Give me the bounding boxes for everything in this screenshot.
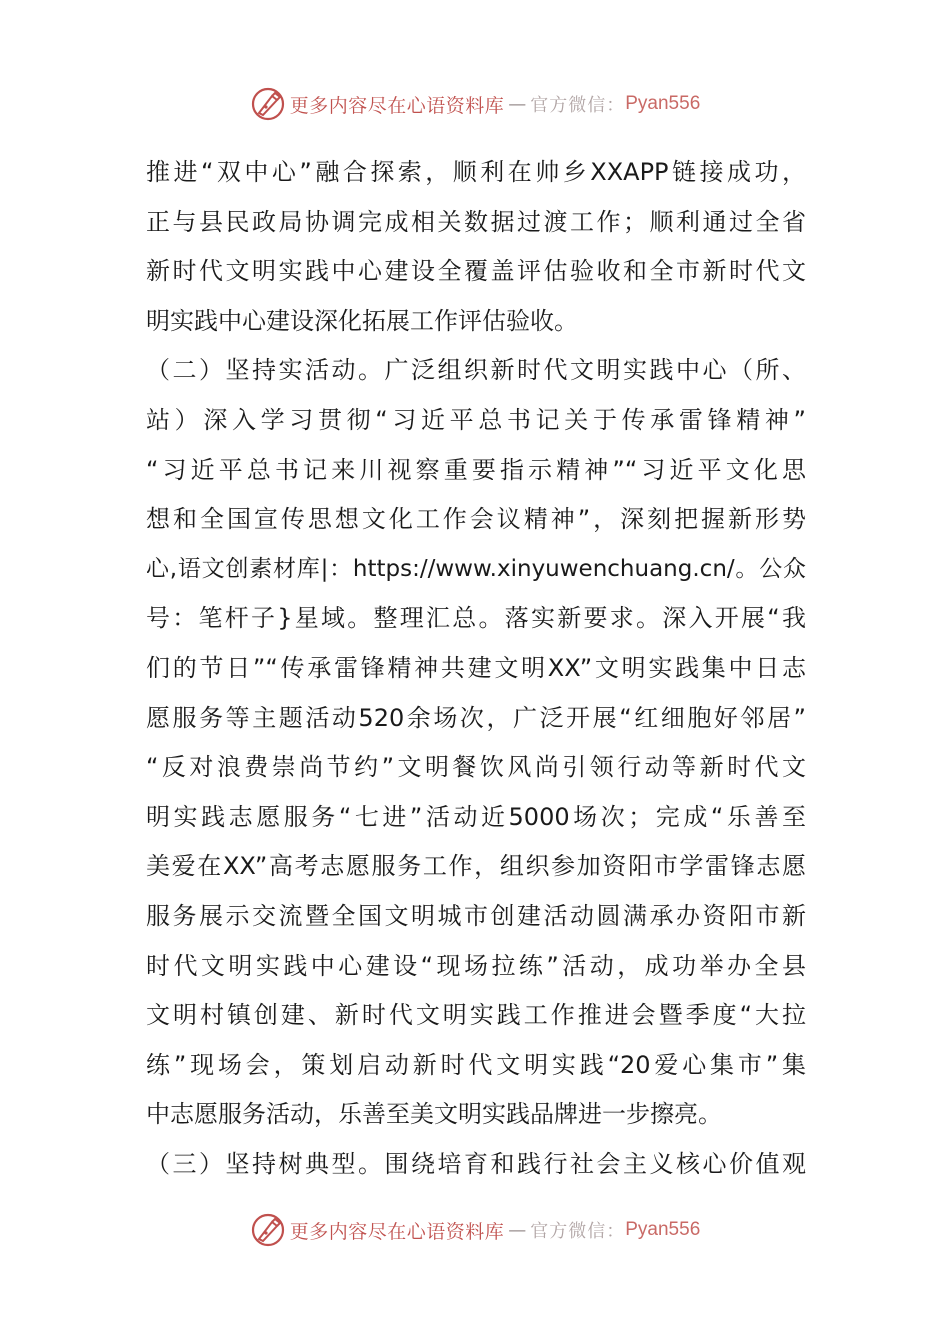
body-line: 中志愿服务活动，乐善至美文明实践品牌进一步擦亮。 [146, 1100, 722, 1129]
body-line: 想和全国宣传思想文化工作会议精神”，深刻把握新形势 [146, 505, 806, 534]
watermark-separator: — [508, 93, 527, 115]
body-line: 明实践中心建设深化拓展工作评估验收。 [146, 306, 578, 335]
body-line: 美爱在XX”高考志愿服务工作，组织参加资阳市学雷锋志愿 [146, 852, 806, 881]
body-line: 推进“双中心”融合探索，顺利在帅乡XXAPP链接成功， [146, 158, 806, 186]
watermark-header [0, 84, 950, 124]
body-line: 明实践志愿服务“七进”活动近5000场次；完成“乐善至 [146, 802, 806, 831]
watermark-wechat-id: Pyan556 [625, 1219, 701, 1240]
pen-nib-logo-icon [250, 86, 286, 122]
body-line: （三）坚持树典型。围绕培育和践行社会主义核心价值观 [146, 1149, 806, 1178]
watermark-main-text: 更多内容尽在心语资料库 [289, 94, 505, 117]
body-line: 文明村镇创建、新时代文明实践工作推进会暨季度“大拉 [146, 1001, 806, 1030]
body-line: （二）坚持实活动。广泛组织新时代文明实践中心（所、 [146, 356, 806, 385]
body-line: 心,语文创素材库|：https://www.xinyuwenchuang.cn/。公众 [146, 555, 806, 582]
watermark-separator: — [508, 1219, 527, 1241]
watermark-wechat-id: Pyan556 [625, 93, 701, 114]
watermark-wechat-label: 官方微信： [530, 95, 626, 116]
body-line: 愿服务等主题活动520余场次，广泛开展“红细胞好邻居” [146, 703, 806, 732]
body-line: 练”现场会，策划启动新时代文明实践“20爱心集市”集 [146, 1050, 806, 1079]
body-line: 正与县民政局协调完成相关数据过渡工作；顺利通过全省 [146, 207, 806, 236]
watermark-footer [0, 1210, 950, 1250]
pen-nib-logo-icon [250, 1212, 286, 1248]
document-body [146, 148, 806, 1189]
body-line: “习近平总书记来川视察重要指示精神”“习近平文化思 [146, 455, 806, 484]
body-line: 新时代文明实践中心建设全覆盖评估验收和全市新时代文 [146, 257, 806, 286]
watermark-main-text: 更多内容尽在心语资料库 [289, 1220, 505, 1243]
body-line: 站）深入学习贯彻“习近平总书记关于传承雷锋精神” [146, 405, 806, 434]
body-line: 时代文明实践中心建设“现场拉练”活动，成功举办全县 [146, 951, 806, 980]
body-line: 服务展示交流暨全国文明城市创建活动圆满承办资阳市新 [146, 901, 806, 930]
watermark-wechat-label: 官方微信： [530, 1221, 626, 1242]
body-line: “反对浪费崇尚节约”文明餐饮风尚引领行动等新时代文 [146, 753, 806, 782]
body-line: 号：笔杆子}星域。整理汇总。落实新要求。深入开展“我 [146, 604, 806, 633]
body-line: 们的节日”“传承雷锋精神共建文明XX”文明实践集中日志 [146, 653, 806, 682]
